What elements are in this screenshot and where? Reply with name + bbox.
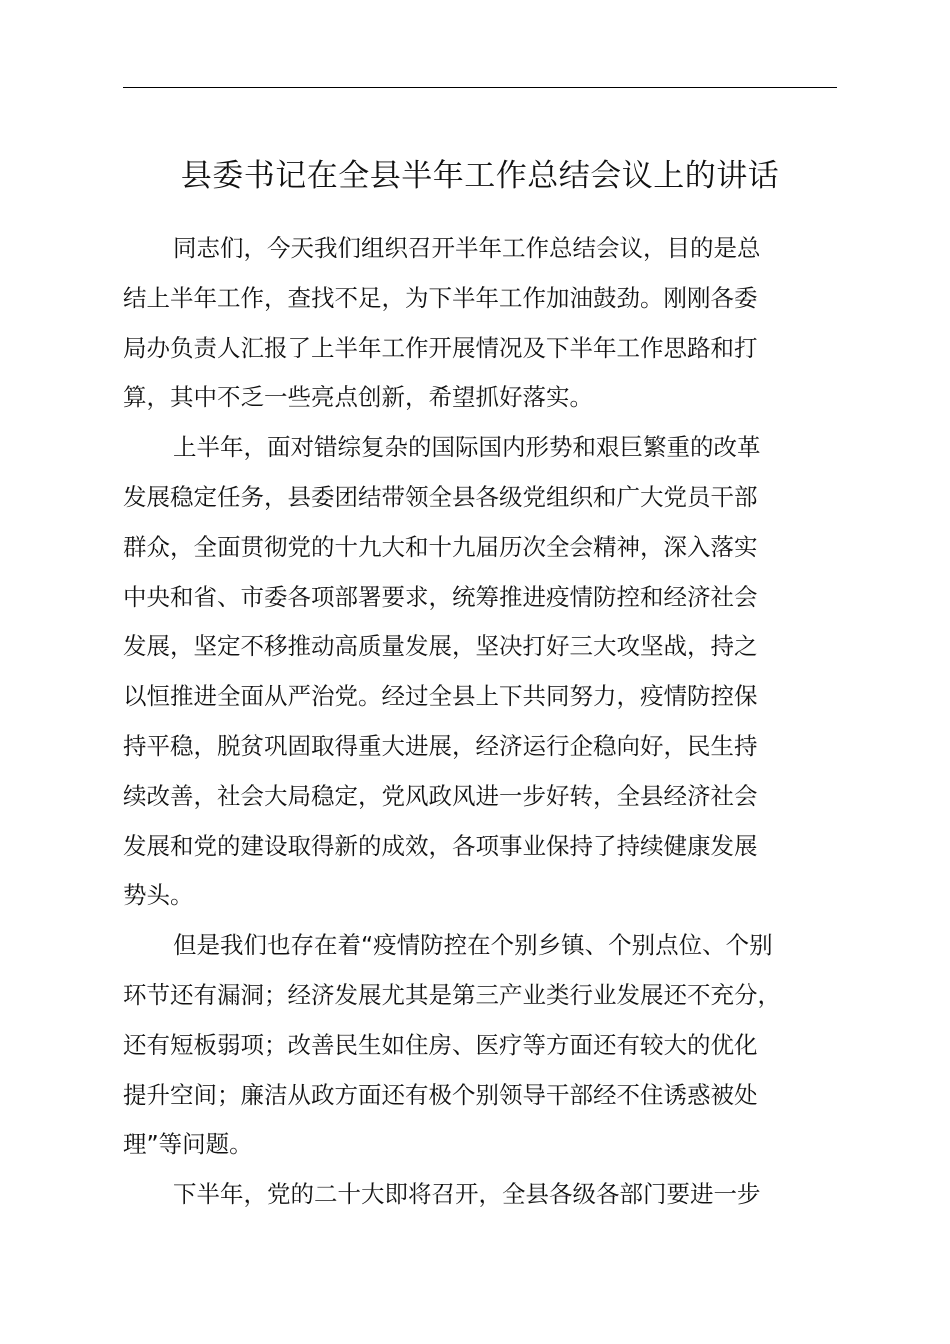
text-line: 发展稳定任务，县委团结带领全县各级党组织和广大党员干部: [123, 482, 758, 511]
paragraph-4: [123, 1170, 859, 1220]
text-line: 算，其中不乏一些亮点创新，希望抓好落实。: [123, 383, 593, 412]
paragraph-2: [123, 423, 859, 921]
text-line: 理”等问题。: [123, 1130, 253, 1159]
body-text: [123, 224, 859, 1220]
text-line: 群众，全面贯彻党的十九大和十九届历次全会精神，深入落实: [123, 532, 758, 561]
text-line: 下半年，党的二十大即将召开，全县各级各部门要进一步: [173, 1180, 761, 1209]
text-line: 持平稳，脱贫巩固取得重大进展，经济运行企稳向好，民生持: [123, 731, 758, 760]
text-line: 局办负责人汇报了上半年工作开展情况及下半年工作思路和打: [123, 333, 758, 362]
text-line: 提升空间；廉洁从政方面还有极个别领导干部经不住诱惑被处: [123, 1080, 758, 1109]
text-line: 但是我们也存在着“疫情防控在个别乡镇、个别点位、个别: [173, 931, 773, 960]
text-line: 环节还有漏洞；经济发展尤其是第三产业类行业发展还不充分，: [123, 980, 781, 1009]
text-line: 以恒推进全面从严治党。经过全县上下共同努力，疫情防控保: [123, 682, 758, 711]
text-line: 还有短板弱项；改善民生如住房、医疗等方面还有较大的优化: [123, 1030, 758, 1059]
text-line: 上半年，面对错综复杂的国际国内形势和艰巨繁重的改革: [173, 433, 761, 462]
text-line: 同志们，今天我们组织召开半年工作总结会议，目的是总: [173, 234, 761, 262]
paragraph-1: [123, 224, 859, 423]
text-line: 续改善，社会大局稳定，党风政风进一步好转，全县经济社会: [123, 781, 758, 810]
text-line: 发展，坚定不移推动高质量发展，坚决打好三大攻坚战，持之: [123, 632, 758, 661]
header-rule: [123, 87, 837, 88]
text-line: 结上半年工作，查找不足，为下半年工作加油鼓劲。刚刚各委: [123, 283, 758, 312]
text-line: 发展和党的建设取得新的成效，各项事业保持了持续健康发展: [123, 831, 758, 860]
page-title: 县委书记在全县半年工作总结会议上的讲话: [180, 158, 780, 194]
paragraph-3: [123, 921, 859, 1170]
text-line: 势头。: [123, 881, 194, 910]
text-line: 中央和省、市委各项部署要求，统筹推进疫情防控和经济社会: [123, 582, 758, 611]
